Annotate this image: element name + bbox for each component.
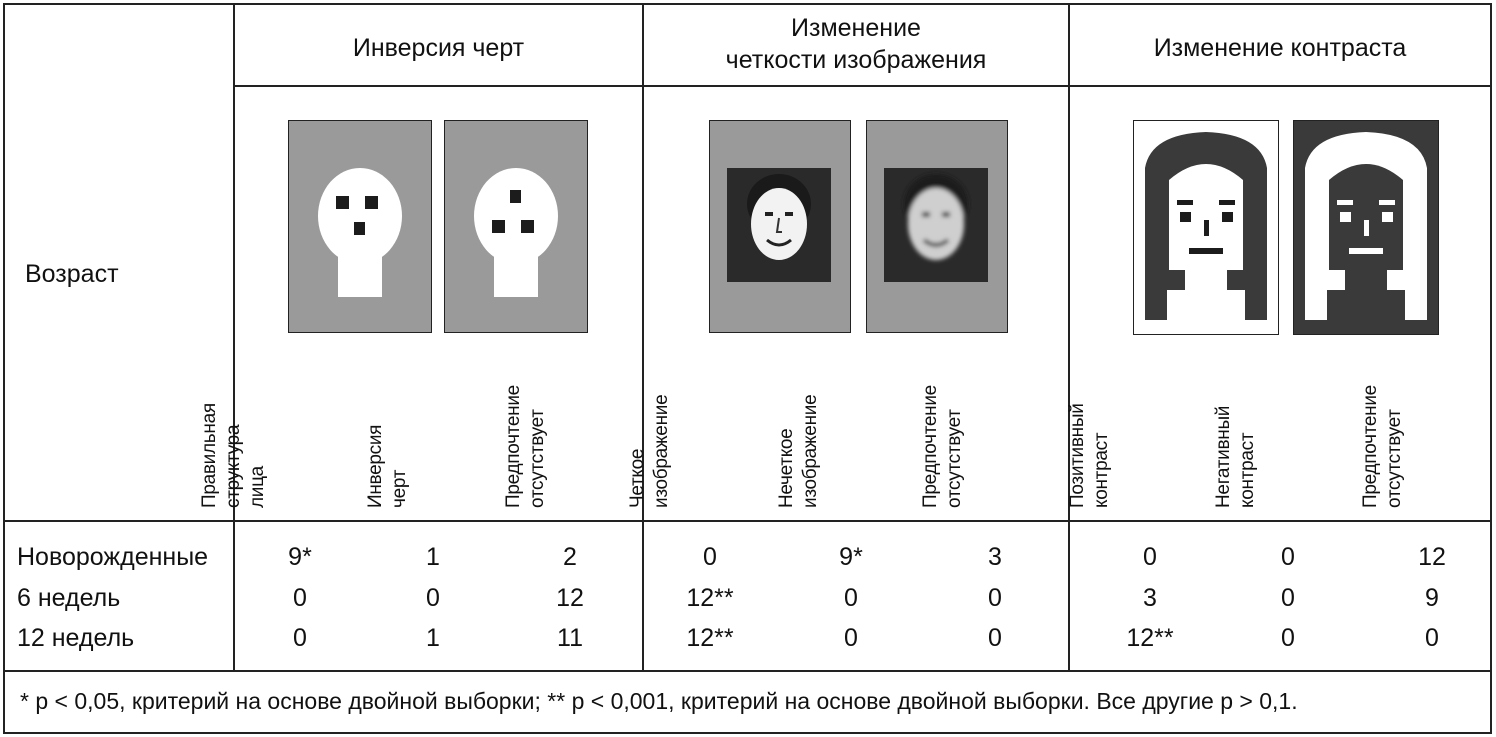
subheader-correct-face — [199, 350, 345, 508]
table-cell: 0 — [844, 584, 858, 612]
subheader-line: изображение — [651, 394, 672, 508]
subheader-line: отсутствует — [527, 409, 548, 508]
subheader-line: черт — [389, 469, 410, 508]
table-cell: 12** — [686, 584, 734, 612]
table-cell: 11 — [557, 624, 583, 652]
group-title-contrast: Изменение контраста — [1153, 34, 1407, 62]
table-cell: 9 — [1425, 584, 1439, 612]
subheader-line: контраст — [1091, 432, 1112, 508]
table-cell: 1 — [426, 543, 440, 571]
subheader-line: лица — [247, 466, 268, 508]
subheader-line: отсутствует — [1384, 409, 1405, 508]
subheader-positive-contrast — [1067, 350, 1189, 508]
positive-contrast-face — [1133, 120, 1279, 335]
group-title-clarity-line1: Изменение — [791, 14, 921, 42]
table-cell: 12** — [1126, 624, 1174, 652]
blurred-face-photo — [866, 120, 1008, 333]
table-cell: 0 — [1281, 584, 1295, 612]
row-label-6-weeks: 6 недель — [17, 584, 121, 612]
divider-group-1 — [642, 3, 644, 671]
schematic-face-normal — [288, 120, 432, 333]
subheader-line: изображение — [800, 394, 821, 508]
subheader-no-preference-1 — [503, 350, 625, 508]
table-cell: 0 — [988, 624, 1002, 652]
table-cell: 2 — [563, 543, 577, 571]
table-cell: 0 — [1281, 624, 1295, 652]
row-label-12-weeks: 12 недель — [17, 624, 135, 652]
table-cell: 0 — [703, 543, 717, 571]
subheader-line: Негативный — [1213, 405, 1234, 508]
subheader-negative-contrast — [1213, 350, 1335, 508]
table-cell: 0 — [988, 584, 1002, 612]
subheader-line: Предпочтение — [1360, 385, 1381, 508]
subheader-line: Четкое — [627, 448, 648, 508]
table-cell: 0 — [1281, 543, 1295, 571]
subheader-line: Предпочтение — [920, 385, 941, 508]
table-cell: 12 — [1418, 543, 1446, 571]
divider-age-column — [233, 3, 235, 671]
subheader-line: Правильная — [199, 403, 220, 508]
table-cell: 0 — [1143, 543, 1157, 571]
table-cell: 1 — [426, 624, 440, 652]
table-cell: 0 — [293, 584, 307, 612]
subheader-line: Предпочтение — [503, 385, 524, 508]
table-cell: 3 — [988, 543, 1002, 571]
table-cell: 0 — [1425, 624, 1439, 652]
table-cell: 0 — [293, 624, 307, 652]
row-label-newborns: Новорожденные — [17, 543, 209, 571]
negative-contrast-face — [1293, 120, 1439, 335]
subheader-line: Нечеткое — [776, 428, 797, 508]
divider-footnote — [3, 670, 1492, 672]
group-title-feature-inversion: Инверсия черт — [352, 34, 525, 62]
subheader-line: Инверсия — [365, 424, 386, 508]
divider-group-titles — [233, 85, 1492, 87]
clear-face-photo — [709, 120, 851, 333]
group-title-clarity-line2: четкости изображения — [725, 46, 987, 74]
table-cell: 3 — [1143, 584, 1157, 612]
subheader-line: контраст — [1237, 432, 1258, 508]
divider-group-2 — [1068, 3, 1070, 671]
table-cell: 9* — [288, 543, 312, 571]
schematic-face-inverted-features — [444, 120, 588, 333]
subheader-no-preference-3 — [1360, 350, 1482, 508]
subheader-blurred-image — [776, 350, 898, 508]
subheader-inverted-features — [365, 350, 487, 508]
table-cell: 12** — [686, 624, 734, 652]
table-cell: 9* — [839, 543, 863, 571]
table-cell: 12 — [556, 584, 584, 612]
subheader-line: отсутствует — [944, 409, 965, 508]
subheader-line: структура — [223, 424, 244, 508]
subheader-no-preference-2 — [920, 350, 1042, 508]
table-cell: 0 — [426, 584, 440, 612]
subheader-clear-image — [627, 350, 749, 508]
subheader-line: Позитивный — [1067, 403, 1088, 508]
divider-header-body — [3, 520, 1492, 522]
table-cell: 0 — [844, 624, 858, 652]
age-header: Возраст — [25, 260, 119, 288]
footnote: * p < 0,05, критерий на основе двойной выборки; ** p < 0,001, критерий на основе двойной выборки. Все другие p > 0,1. — [20, 688, 1298, 714]
